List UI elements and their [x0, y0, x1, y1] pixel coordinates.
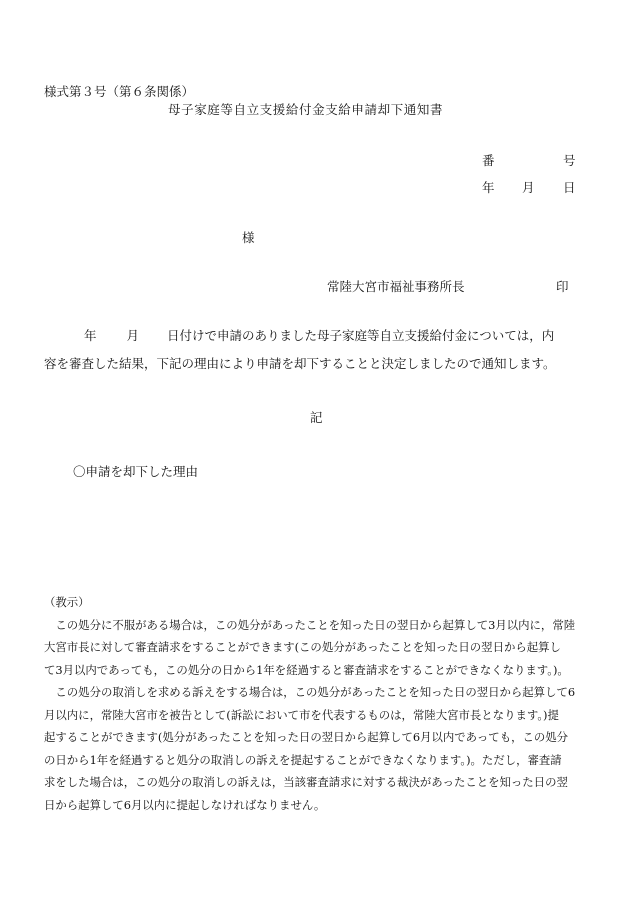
notice-line: 月以内に，常陸大宮市を被告として(訴訟において市を代表するものは，常陸大宮市長となります。)提: [44, 707, 559, 722]
body-month-label: 月: [126, 328, 140, 343]
notice-line: 日から起算して6月以内に提起しなければなりません。: [44, 797, 326, 812]
reference-go: 号: [563, 153, 576, 168]
body-line-1-text: 日付けで申請のありました母子家庭等自立支援給付金については，内: [167, 328, 555, 343]
ki-mark: 記: [310, 410, 323, 425]
body-line-2: 容を審査した結果，下記の理由により申請を却下することと決定しましたので通知します。: [44, 356, 556, 371]
issuer-name: 常陸大宮市福祉事務所長: [327, 279, 465, 294]
notice-line: この処分の取消しを求める訴えをする場合は，この処分があったことを知った日の翌日から起算して6: [44, 685, 576, 699]
document-title: 母子家庭等自立支援給付金支給申請却下通知書: [168, 102, 444, 117]
reason-label: 〇申請を却下した理由: [73, 464, 199, 479]
date-day-label: 日: [563, 180, 576, 195]
seal-mark: 印: [556, 279, 569, 294]
date-month-label: 月: [522, 180, 535, 195]
notice-line: 求をした場合は，この処分の取消しの訴えは，当該審査請求に対する裁決があったことを知った日の翌: [44, 775, 568, 789]
notice-line: この処分に不服がある場合は，この処分があったことを知った日の翌日から起算して3月以内に，常陸: [44, 617, 576, 632]
notice-line: 起することができます(処分があったことを知った日の翌日から起算して6月以内であっても，この処分: [44, 730, 569, 744]
date-year-label: 年: [482, 180, 495, 195]
addressee-honorific: 様: [242, 230, 255, 245]
appeal-notice: [44, 591, 604, 816]
notice-line: 大宮市長に対して審査請求をすることができます(この処分があったことを知った日の翌日から起算し: [44, 640, 561, 654]
notice-line: て3月以内であっても，この処分の日から1年を経過すると審査請求をすることができなくなります。)。: [44, 662, 569, 677]
notice-heading: （教示）: [44, 595, 90, 609]
notice-line: の日から1年を経過すると処分の取消しの訴えを提起することができなくなります。)。ただし，審査請: [44, 752, 562, 767]
body-year-label: 年: [84, 328, 97, 343]
reference-ban: 番: [482, 153, 495, 168]
body-line-1: [44, 322, 604, 350]
form-number: 様式第３号（第６条関係）: [44, 84, 195, 99]
notification-body: [44, 322, 604, 378]
